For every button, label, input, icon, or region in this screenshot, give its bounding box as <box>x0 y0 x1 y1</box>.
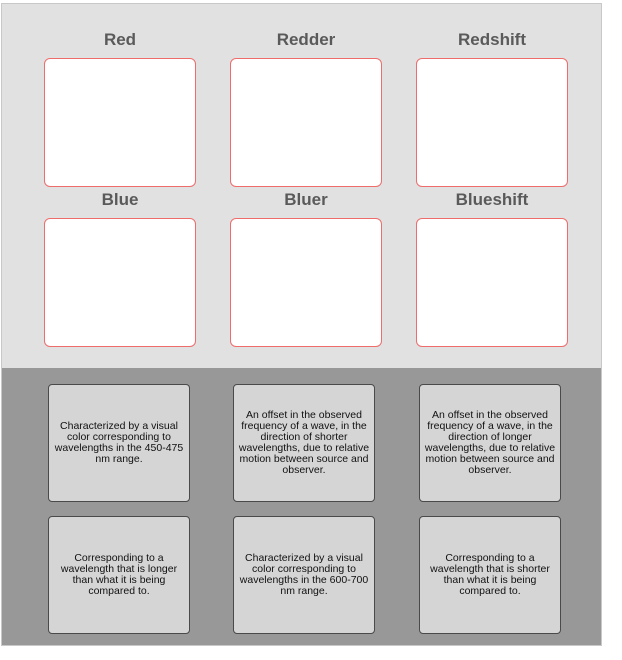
drop-zone-blue[interactable] <box>44 218 196 347</box>
card-text: Characterized by a visual color corresponding to wavelengths in the 600-700 nm range. <box>239 552 369 597</box>
target-blue <box>44 189 196 347</box>
target-bluer <box>230 189 382 347</box>
target-label-bluer: Bluer <box>284 190 328 209</box>
target-label-blueshift: Blueshift <box>455 190 529 209</box>
card-text: Characterized by a visual color corresponding to wavelengths in the 450-475 nm range. <box>54 420 184 465</box>
target-area <box>2 4 601 368</box>
drop-zone-red[interactable] <box>44 58 196 187</box>
card-text: An offset in the observed frequency of a wave, in the direction of shorter wavelengths, due to relative motion between source and observer. <box>238 409 370 476</box>
target-redshift <box>416 29 568 187</box>
target-label-redshift: Redshift <box>458 30 526 49</box>
target-redder <box>230 29 382 187</box>
draggable-card[interactable] <box>233 384 375 502</box>
card-text: An offset in the observed frequency of a wave, in the direction of longer wavelengths, due to relative motion between source and observer. <box>424 409 556 476</box>
drop-zone-bluer[interactable] <box>230 218 382 347</box>
target-label-redder: Redder <box>276 30 336 49</box>
draggable-card[interactable] <box>48 384 190 502</box>
drag-and-drop-activity <box>1 3 602 646</box>
target-label-blue: Blue <box>101 190 139 209</box>
card-text: Corresponding to a wavelength that is longer than what it is being compared to. <box>60 552 178 597</box>
draggable-card[interactable] <box>419 516 561 634</box>
drop-zone-redshift[interactable] <box>416 58 568 187</box>
drop-zone-blueshift[interactable] <box>416 218 568 347</box>
draggable-card[interactable] <box>233 516 375 634</box>
draggable-card[interactable] <box>48 516 190 634</box>
card-text: Corresponding to a wavelength that is shorter than what it is being compared to. <box>430 552 550 597</box>
draggable-card[interactable] <box>419 384 561 502</box>
target-red <box>44 29 196 187</box>
target-label-red: Red <box>103 30 137 49</box>
card-bank <box>2 368 601 646</box>
drop-zone-redder[interactable] <box>230 58 382 187</box>
target-blueshift <box>416 189 568 347</box>
